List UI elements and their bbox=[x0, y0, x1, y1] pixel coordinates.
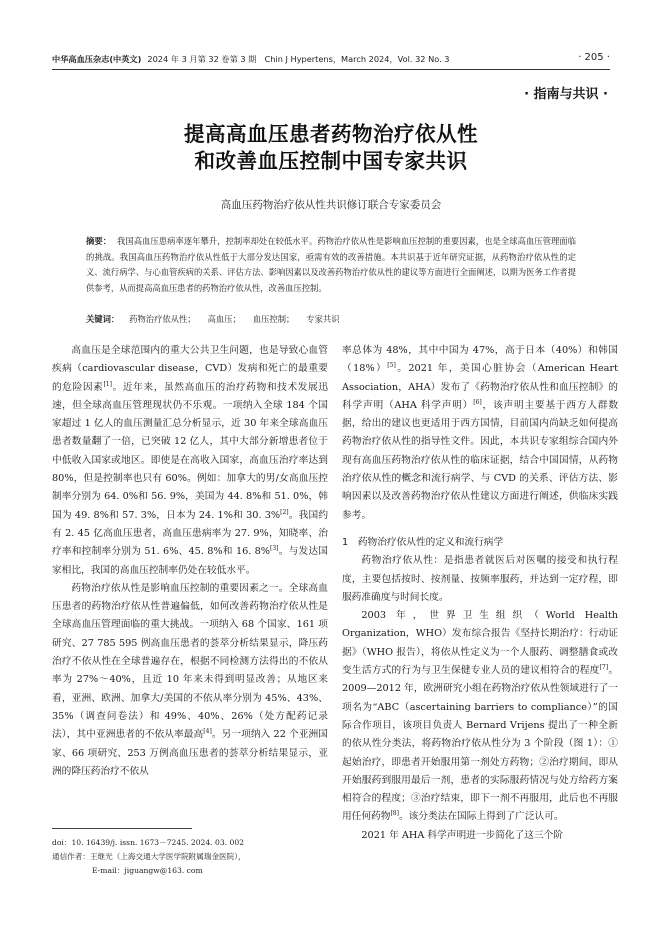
citation: [7] bbox=[599, 663, 609, 671]
keywords-label: 关键词： bbox=[86, 314, 120, 324]
text-run: 。另一项纳入 22 个亚洲国家、66 项研究、253 万例高血压患者的荟萃分析结果显示，亚洲的降压药治疗不依从 bbox=[52, 729, 328, 777]
title-line-1: 提高高血压患者药物治疗依从性 bbox=[184, 122, 478, 146]
section-heading: 1 药物治疗依从性的定义和流行病学 bbox=[342, 536, 504, 548]
running-header bbox=[52, 50, 610, 68]
citation: [8] bbox=[390, 810, 399, 818]
citation: [3] bbox=[270, 545, 279, 553]
abstract-text: 我国高血压患病率逐年攀升，控制率却处在较低水平。药物治疗依从性是影响血压控制的重要因素，也是全球高血压管理面临的挑战。我国高血压药物治疗依从性低于大部分发达国家，亟需有效的改善措施。本共识基于近年研究证据，从药物治疗依从性的定义、流行病学、与心血管疾病的关系、评估方法、影响因素以及改善药物治疗依从性的建议等方面进行全面阐述，以期为医务工作者提供参考，从而提高高血压患者的药物治疗依从性，改善血压控制。 bbox=[86, 236, 576, 293]
email: E-mail：jiguangw@163. com bbox=[92, 866, 203, 875]
citation: [2] bbox=[280, 508, 289, 516]
keyword: 专家共识 bbox=[306, 314, 340, 324]
paragraph bbox=[342, 342, 618, 525]
citation: [5] bbox=[387, 362, 396, 370]
text-run: 。近年来，虽然高血压的治疗药物和技术发展迅速，但全球高血压管理现状仍不乐观。一项纳入全球 184 个国家超过 1 亿人的血压测量汇总分析显示，近 30 年来全球高血压患者数量翻了一倍，已突破 12 亿人，其中大部分新增患者位于中低收入国家或地区。即使是在高收入国家，高血压治疗率达到 80%，但是控制率也只有 60%。例如：加拿大的男/女高血压控制率分别为 64. 0%和 56. 9%，美国为 44. 8%和 51. 0%，韩国为 49. 8%和 57. 3%，日本为 24. 1%和 30. 3% bbox=[52, 381, 329, 521]
text-run: 高血压是全球范围内的重大公共卫生问题，也是导致心血管疾病（cardiovascular disease，CVD）发病和死亡的最重要的危险因素 bbox=[52, 345, 328, 393]
corresponding-author: 通信作者：王继光（上海交通大学医学院附属瑞金医院）， bbox=[52, 852, 246, 861]
text-run: 药物治疗依从性：是指患者就医后对医嘱的接受和执行程度，主要包括按时、按剂量、按频率服药，并达到一定疗程，即服药准确度与时间长度。 bbox=[342, 555, 618, 603]
authors: 高血压药物治疗依从性共识修订联合专家委员会 bbox=[220, 199, 442, 211]
text-run: 。2021 年，美国心脏协会（American Heart Association，AHA）发布了《药物治疗依从性和血压控制》的科学声明（AHA 科学声明） bbox=[342, 363, 618, 411]
text-run: 。该分类法在国际上得到了广泛认可。 bbox=[398, 811, 564, 823]
header-left bbox=[52, 54, 450, 65]
citation: [1] bbox=[103, 380, 112, 388]
paragraph bbox=[342, 827, 618, 845]
citation: [6] bbox=[473, 398, 482, 406]
keyword: 高血压； bbox=[207, 314, 241, 324]
paragraph bbox=[342, 607, 618, 827]
issue-info: 2024 年 3 月第 32 卷第 3 期 Chin J Hypertens，March 2024，Vol. 32 No. 3 bbox=[147, 54, 450, 64]
footnote-rule bbox=[52, 828, 192, 829]
text-run: 2021 年 AHA 科学声明进一步简化了这三个阶 bbox=[361, 829, 564, 841]
abstract-label: 摘要： bbox=[86, 236, 112, 246]
header-rule bbox=[52, 69, 610, 70]
left-column bbox=[52, 342, 328, 781]
keyword: 药物治疗依从性； bbox=[129, 314, 196, 324]
text-run: 率总体为 48%，其中中国为 47%，高于日本（40%）和韩国（18%） bbox=[342, 345, 618, 375]
text-run: 。我国约有 2. 45 亿高血压患者，高血压患病率为 27. 9%，知晓率、治疗率和控制率分别为 51. 6%、45. 8%和 16. 8% bbox=[52, 509, 329, 558]
keywords bbox=[86, 312, 576, 327]
text-run: ，该声明主要基于西方人群数据，给出的建议也更适用于西方国情，目前国内尚缺乏如何提高药物治疗依从性的指导性文件。因此，本共识专家组综合国内外现有高血压药物治疗依从性的临床证据，结合中国国情，从药物治疗依从性的概念和流行病学、与 CVD 的关系、评估方法、影响因素以及改善药物治疗依从性建议方面进行阐述，供临床实践参考。 bbox=[342, 399, 619, 521]
paragraph bbox=[52, 580, 328, 781]
paragraph bbox=[52, 342, 328, 580]
page-number: · 205 · bbox=[578, 52, 610, 63]
text-run: 2003 年，世界卫生组织（World Health Organization，WHO）发布综合报告《坚持长期治疗：行动证据》（WHO 报告），将依从性定义为一个人服药、调整膳食或改变生活方式的行为与卫生保健专业人员的建议相符合的程度 bbox=[342, 610, 618, 677]
text-run: 药物治疗依从性是影响血压控制的重要因素之一。全球高血压患者的药物治疗依从性普遍偏低，如何改善药物治疗依从性是全球高血压管理面临的重大挑战。一项纳入 68 个国家、161 项研究、27 785 595 例高血压患者的荟萃分析结果显示，降压药治疗不依从性在全球普遍存在，根据不同检测方法得出的不依从率为 27%～40%，且近 10 年来未得到明显改善；从地区来看，亚洲、欧洲、加拿大/美国的不依从率分别为 45%、43%、35%（调查问卷法）和 49%、40%、26%（处方配药记录法），其中亚洲患者的不依从率最高 bbox=[52, 582, 328, 741]
text-run: 。与发达国家相比，我国的高血压控制率仍处在较低水平。 bbox=[52, 546, 328, 576]
title-line-2: 和改善血压控制中国专家共识 bbox=[194, 149, 468, 173]
right-column bbox=[342, 342, 618, 845]
footnotes bbox=[52, 836, 328, 878]
article-title bbox=[52, 121, 610, 175]
text-run: 。2009—2012 年，欧洲研究小组在药物治疗依从性领域进行了一项名为“ABC（ascertaining barriers to compliance）”的国际合作项目，该项目负责人 Bernard Vrijens 提出了一种全新的依从性分类法，将药物治疗依从性分为 3 个阶段（图 1）：①起始治疗，即患者开始服用第一剂处方药物；②治疗期间，即从开始服药到服用最后一剂，患者的实际服药情况与处方给药方案相符合的程度；③治疗结束，即下一剂不再服用，此后也不再服用任何药物 bbox=[342, 665, 619, 823]
keyword: 血压控制； bbox=[252, 314, 295, 324]
paragraph bbox=[342, 552, 618, 607]
journal-name: 中华高血压杂志(中英文) bbox=[52, 54, 142, 64]
doi: doi：10. 16439/j. issn. 1673－7245. 2024. 03. 002 bbox=[52, 838, 244, 847]
section-tag: · 指南与共识 · bbox=[524, 87, 608, 102]
abstract bbox=[86, 234, 576, 296]
citation: [4] bbox=[203, 728, 212, 735]
